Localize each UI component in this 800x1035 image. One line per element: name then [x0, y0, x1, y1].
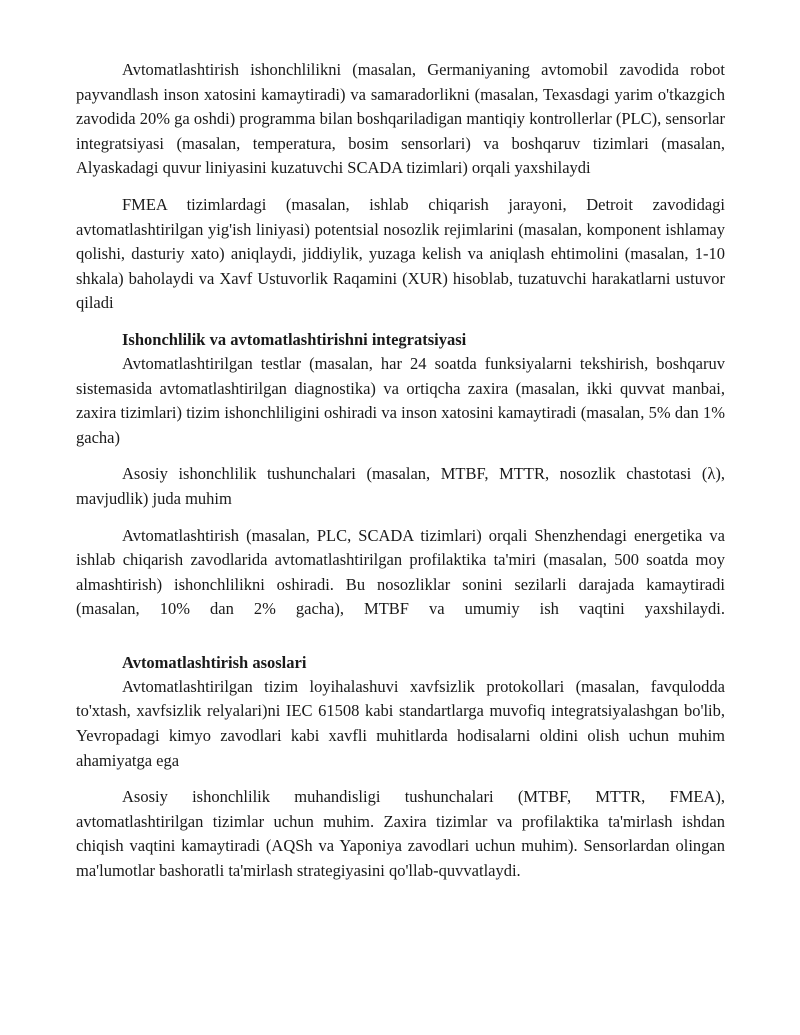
- paragraph-reliability-concepts: Asosiy ishonchlilik tushunchalari (masalan, MTBF, MTTR, nosozlik chastotasi (λ), mavjudlik) juda muhim: [76, 464, 725, 508]
- paragraph-automation-reliability: Avtomatlashtirish ishonchlilikni (masalan, Germaniyaning avtomobil zavodida robot payvandlash inson xatosini kamaytiradi) va samaradorlikni (masalan, Texasdagi yarim o'tkazgich zavodida 20% ga oshdi) programma bilan boshqariladigan mantiqiy kontrollerlar (PLC), sensorlar integratsiyasi (masalan, temperatura, bosim sensorlari) va boshqaruv tizimlari (masalan, Alyaskadagi quvur liniyasini kuzatuvchi SCADA tizimlari) orqali yaxshilaydi: [76, 60, 725, 178]
- spacer: [76, 181, 725, 193]
- spacer: [76, 450, 725, 462]
- section-heading-automation-basics: Avtomatlashtirish asoslari: [122, 652, 307, 672]
- spacer: [76, 512, 725, 524]
- spacer: [76, 773, 725, 785]
- paragraph-system-design: Avtomatlashtirilgan tizim loyihalashuvi xavfsizlik protokollari (masalan, favqulodda to'xtash, xavfsizlik relyalari)ni IEC 61508 kabi standartlarga muvofiq integratsiyalashgan bo'lib, Yevropadagi kimyo zavodlari kabi xavfli muhitlarda hodisalarni oldini olish uchun muhim ahamiyatga ega: [76, 676, 725, 770]
- section-heading-integration: Ishonchlilik va avtomatlashtirishni integratsiyasi: [122, 329, 467, 349]
- paragraph-engineering-concepts: Asosiy ishonchlilik muhandisligi tushunchalari (MTBF, MTTR, FMEA), avtomatlashtirilgan tizimlar uchun muhim. Zaxira tizimlar va profilaktika ta'mirlash ishdan chiqish vaqtini kamaytiradi (AQSh va Yaponiya zavodlari uchun muhim). Sensorlardan olingan ma'lumotlar bashoratli ta'mirlash strategiyasini qo'llab-quvvatlaydi.: [76, 787, 725, 881]
- paragraph-automated-tests: Avtomatlashtirilgan testlar (masalan, har 24 soatda funksiyalarni tekshirish, boshqaruv sistemasida avtomatlashtirilgan diagnostika) va ortiqcha zaxira (masalan, ikki quvvat manbai, zaxira tizimlari) tizim ishonchliligini oshiradi va inson xatosini kamaytiradi (masalan, 5% dan 1% gacha): [76, 353, 725, 447]
- paragraph-fmea: FMEA tizimlardagi (masalan, ishlab chiqarish jarayoni, Detroit zavodidagi avtomatlashtirilgan yig'ish liniyasi) potentsial nosozlik rejimlarini (masalan, komponent ishlamay qolishi, dasturiy xato) aniqlaydi, jiddiylik, yuzaga kelish va aniqlash ehtimolini (masalan, 1-10 shkala) baholaydi va Xavf Ustuvorlik Raqamini (XUR) hisoblab, tuzatuvchi harakatlarni ustuvor qiladi: [76, 194, 725, 313]
- paragraph-preventive-maintenance: Avtomatlashtirish (masalan, PLC, SCADA tizimlari) orqali Shenzhendagi energetika va ishlab chiqarish zavodlarida avtomatlashtirilgan profilaktika ta'miri (masalan, 500 soatda moy almashtirish) ishonchlilikni oshiradi. Bu nosozliklar sonini sezilarli darajada kamaytiradi (masalan, 10% dan 2% gacha), MTBF va umumiy ish vaqtini yaxshilaydi.: [76, 525, 725, 619]
- spacer: [76, 622, 725, 651]
- spacer: [76, 316, 725, 328]
